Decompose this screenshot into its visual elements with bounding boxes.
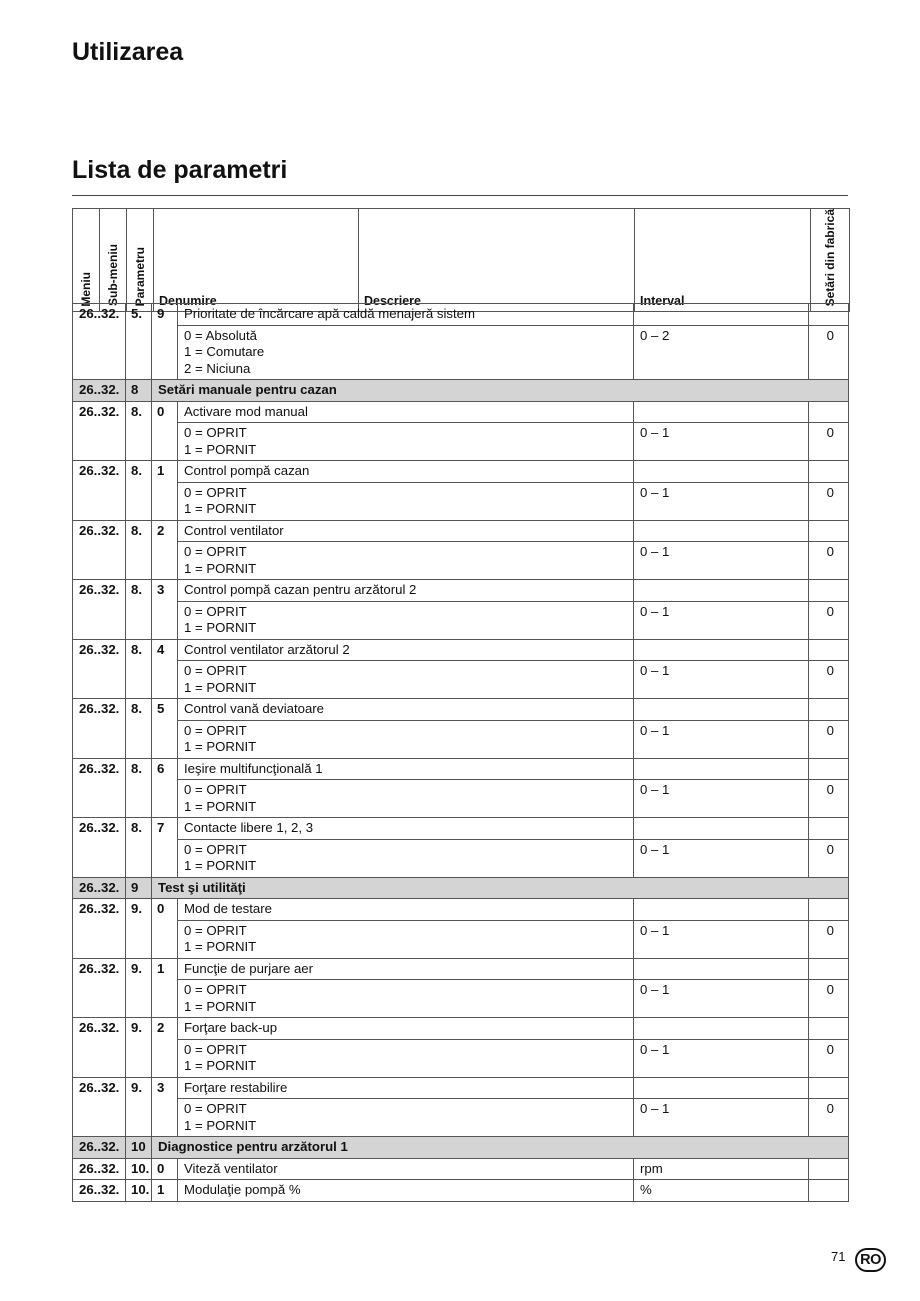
submenu-cell: 8. <box>126 520 152 580</box>
submenu-cell: 9. <box>126 1018 152 1078</box>
param-name-cell: Modulaţie pompă % <box>178 1180 634 1202</box>
param-cell: 3 <box>152 580 178 640</box>
options-cell <box>178 423 634 461</box>
options-cell <box>178 601 634 639</box>
page-number: 71 <box>831 1249 846 1264</box>
param-row <box>73 699 849 721</box>
interval-cell: 0 – 1 <box>634 720 809 758</box>
param-row <box>73 520 849 542</box>
param-row <box>73 1180 849 1202</box>
interval-cell: 0 – 1 <box>634 920 809 958</box>
interval-empty-cell <box>634 699 809 721</box>
param-row <box>73 818 849 840</box>
interval-empty-cell <box>634 580 809 602</box>
submenu-cell: 10. <box>126 1158 152 1180</box>
option-value: 0 = OPRIT <box>184 1101 247 1116</box>
submenu-cell: 9 <box>126 877 152 899</box>
submenu-cell: 10. <box>126 1180 152 1202</box>
param-name-cell: Control vană deviatoare <box>178 699 634 721</box>
menu-cell: 26..32. <box>73 1018 126 1078</box>
interval-cell: 0 – 1 <box>634 661 809 699</box>
option-value: 0 = OPRIT <box>184 782 247 797</box>
default-cell: 0 <box>809 423 849 461</box>
header-param: Parametru <box>127 209 154 312</box>
param-name-cell: Control ventilator arzătorul 2 <box>178 639 634 661</box>
submenu-cell: 8. <box>126 580 152 640</box>
header-interval: Interval <box>635 209 811 312</box>
default-cell: 0 <box>809 542 849 580</box>
option-value: 0 = OPRIT <box>184 982 247 997</box>
menu-cell: 26..32. <box>73 877 126 899</box>
options-cell <box>178 720 634 758</box>
options-cell <box>178 839 634 877</box>
option-value: 1 = PORNIT <box>184 798 257 814</box>
default-cell <box>809 1180 849 1202</box>
interval-cell: 0 – 1 <box>634 839 809 877</box>
param-name-cell: Control pompă cazan <box>178 461 634 483</box>
param-cell: 2 <box>152 520 178 580</box>
param-name-cell: Ieşire multifuncţională 1 <box>178 758 634 780</box>
param-cell: 1 <box>152 461 178 521</box>
interval-empty-cell <box>634 520 809 542</box>
submenu-cell: 8. <box>126 699 152 759</box>
submenu-cell: 9. <box>126 899 152 959</box>
param-options-row <box>73 423 849 461</box>
header-submenu: Sub-meniu <box>100 209 127 312</box>
param-cell: 0 <box>152 899 178 959</box>
param-cell: 9 <box>152 304 178 380</box>
options-cell <box>178 1039 634 1077</box>
section-row <box>73 380 849 402</box>
param-cell: 6 <box>152 758 178 818</box>
param-cell: 5 <box>152 699 178 759</box>
header-description: Descriere <box>359 209 635 312</box>
param-name-cell: Forţare restabilire <box>178 1077 634 1099</box>
param-options-row <box>73 325 849 380</box>
submenu-cell: 8. <box>126 401 152 461</box>
interval-cell: rpm <box>634 1158 809 1180</box>
param-name-cell: Contacte libere 1, 2, 3 <box>178 818 634 840</box>
param-name-cell: Control ventilator <box>178 520 634 542</box>
title-rule <box>72 195 848 196</box>
default-cell: 0 <box>809 1099 849 1137</box>
param-row <box>73 1077 849 1099</box>
menu-cell: 26..32. <box>73 520 126 580</box>
submenu-cell: 8. <box>126 758 152 818</box>
submenu-cell: 8. <box>126 639 152 699</box>
section-title: Lista de parametri <box>72 156 288 184</box>
default-empty-cell <box>809 818 849 840</box>
section-row <box>73 877 849 899</box>
options-cell <box>178 325 634 380</box>
option-value: 0 = OPRIT <box>184 603 247 619</box>
interval-empty-cell <box>634 1018 809 1040</box>
default-empty-cell <box>809 520 849 542</box>
default-cell: 0 <box>809 482 849 520</box>
param-options-row <box>73 980 849 1018</box>
options-cell <box>178 482 634 520</box>
option-value: 0 = OPRIT <box>184 544 247 559</box>
param-options-row <box>73 1099 849 1137</box>
param-cell: 1 <box>152 958 178 1018</box>
option-value: 0 = OPRIT <box>184 922 247 938</box>
option-value: 1 = PORNIT <box>184 620 257 635</box>
menu-cell: 26..32. <box>73 818 126 878</box>
option-value: 1 = PORNIT <box>184 1117 257 1133</box>
param-options-row <box>73 542 849 580</box>
param-cell: 4 <box>152 639 178 699</box>
option-value: 0 = Absolută <box>184 327 257 343</box>
interval-cell: 0 – 1 <box>634 980 809 1018</box>
default-empty-cell <box>809 1018 849 1040</box>
interval-empty-cell <box>634 639 809 661</box>
menu-cell: 26..32. <box>73 401 126 461</box>
option-value: 0 = OPRIT <box>184 484 247 500</box>
menu-cell: 26..32. <box>73 639 126 699</box>
option-value: 1 = PORNIT <box>184 501 257 516</box>
param-row <box>73 401 849 423</box>
menu-cell: 26..32. <box>73 461 126 521</box>
menu-cell: 26..32. <box>73 958 126 1018</box>
option-value: 1 = PORNIT <box>184 1058 257 1073</box>
section-title-cell: Setări manuale pentru cazan <box>152 380 849 402</box>
param-name-cell: Viteză ventilator <box>178 1158 634 1180</box>
option-value: 1 = PORNIT <box>184 441 257 457</box>
param-row <box>73 304 849 326</box>
default-empty-cell <box>809 639 849 661</box>
interval-empty-cell <box>634 1077 809 1099</box>
option-value: 2 = Niciuna <box>184 360 251 376</box>
param-row <box>73 958 849 980</box>
submenu-cell: 9. <box>126 958 152 1018</box>
interval-empty-cell <box>634 304 809 326</box>
param-cell: 3 <box>152 1077 178 1137</box>
param-options-row <box>73 661 849 699</box>
section-title-cell: Diagnostice pentru arzătorul 1 <box>152 1137 849 1159</box>
option-value: 0 = OPRIT <box>184 722 247 738</box>
param-options-row <box>73 1039 849 1077</box>
default-cell: 0 <box>809 601 849 639</box>
interval-cell: 0 – 1 <box>634 423 809 461</box>
interval-cell: 0 – 1 <box>634 1039 809 1077</box>
option-value: 1 = PORNIT <box>184 739 257 754</box>
default-empty-cell <box>809 699 849 721</box>
default-cell: 0 <box>809 980 849 1018</box>
language-badge: RO <box>855 1248 886 1272</box>
default-cell <box>809 1158 849 1180</box>
options-cell <box>178 920 634 958</box>
interval-cell: 0 – 1 <box>634 542 809 580</box>
submenu-cell: 9. <box>126 1077 152 1137</box>
param-row <box>73 1158 849 1180</box>
interval-cell: 0 – 1 <box>634 482 809 520</box>
menu-cell: 26..32. <box>73 1077 126 1137</box>
default-empty-cell <box>809 899 849 921</box>
param-cell: 2 <box>152 1018 178 1078</box>
parameter-table <box>72 303 849 1202</box>
interval-empty-cell <box>634 401 809 423</box>
menu-cell: 26..32. <box>73 899 126 959</box>
interval-cell: 0 – 2 <box>634 325 809 380</box>
menu-cell: 26..32. <box>73 1137 126 1159</box>
param-name-cell: Mod de testare <box>178 899 634 921</box>
default-cell: 0 <box>809 661 849 699</box>
header-factory-settings: Setări din fabrică <box>811 209 850 312</box>
page-title: Utilizarea <box>72 38 184 66</box>
param-name-cell: Forţare back-up <box>178 1018 634 1040</box>
header-name: Denumire <box>154 209 359 312</box>
interval-cell: 0 – 1 <box>634 601 809 639</box>
default-empty-cell <box>809 1077 849 1099</box>
option-value: 0 = OPRIT <box>184 841 247 857</box>
menu-cell: 26..32. <box>73 758 126 818</box>
options-cell <box>178 542 634 580</box>
interval-cell: 0 – 1 <box>634 1099 809 1137</box>
param-row <box>73 639 849 661</box>
submenu-cell: 5. <box>126 304 152 380</box>
options-cell <box>178 1099 634 1137</box>
default-cell: 0 <box>809 720 849 758</box>
interval-cell: % <box>634 1180 809 1202</box>
option-value: 1 = PORNIT <box>184 560 257 576</box>
option-value: 1 = Comutare <box>184 344 265 359</box>
option-value: 0 = OPRIT <box>184 425 247 440</box>
param-row <box>73 899 849 921</box>
interval-empty-cell <box>634 958 809 980</box>
param-name-cell: Control pompă cazan pentru arzătorul 2 <box>178 580 634 602</box>
param-options-row <box>73 601 849 639</box>
menu-cell: 26..32. <box>73 1158 126 1180</box>
param-name-cell: Activare mod manual <box>178 401 634 423</box>
interval-empty-cell <box>634 758 809 780</box>
param-cell: 1 <box>152 1180 178 1202</box>
interval-empty-cell <box>634 818 809 840</box>
param-row <box>73 758 849 780</box>
option-value: 0 = OPRIT <box>184 1041 247 1057</box>
submenu-cell: 8. <box>126 818 152 878</box>
options-cell <box>178 780 634 818</box>
param-options-row <box>73 839 849 877</box>
default-empty-cell <box>809 580 849 602</box>
param-options-row <box>73 482 849 520</box>
default-cell: 0 <box>809 780 849 818</box>
option-value: 1 = PORNIT <box>184 858 257 873</box>
submenu-cell: 8. <box>126 461 152 521</box>
param-row <box>73 461 849 483</box>
default-empty-cell <box>809 958 849 980</box>
default-cell: 0 <box>809 839 849 877</box>
default-cell: 0 <box>809 325 849 380</box>
default-empty-cell <box>809 461 849 483</box>
interval-cell: 0 – 1 <box>634 780 809 818</box>
interval-empty-cell <box>634 899 809 921</box>
interval-empty-cell <box>634 461 809 483</box>
option-value: 0 = OPRIT <box>184 663 247 678</box>
submenu-cell: 8 <box>126 380 152 402</box>
menu-cell: 26..32. <box>73 304 126 380</box>
options-cell <box>178 661 634 699</box>
menu-cell: 26..32. <box>73 380 126 402</box>
param-cell: 7 <box>152 818 178 878</box>
default-empty-cell <box>809 401 849 423</box>
param-options-row <box>73 780 849 818</box>
submenu-cell: 10 <box>126 1137 152 1159</box>
option-value: 1 = PORNIT <box>184 998 257 1014</box>
param-cell: 0 <box>152 1158 178 1180</box>
menu-cell: 26..32. <box>73 699 126 759</box>
default-empty-cell <box>809 758 849 780</box>
parameter-table-header <box>72 208 850 312</box>
default-cell: 0 <box>809 920 849 958</box>
menu-cell: 26..32. <box>73 580 126 640</box>
param-row <box>73 580 849 602</box>
header-menu: Meniu <box>73 209 100 312</box>
param-name-cell: Prioritate de încărcare apă caldă menajeră sistem <box>178 304 634 326</box>
option-value: 1 = PORNIT <box>184 679 257 695</box>
param-name-cell: Funcţie de purjare aer <box>178 958 634 980</box>
param-cell: 0 <box>152 401 178 461</box>
section-title-cell: Test şi utilităţi <box>152 877 849 899</box>
param-row <box>73 1018 849 1040</box>
default-empty-cell <box>809 304 849 326</box>
options-cell <box>178 980 634 1018</box>
menu-cell: 26..32. <box>73 1180 126 1202</box>
param-options-row <box>73 920 849 958</box>
param-options-row <box>73 720 849 758</box>
section-row <box>73 1137 849 1159</box>
option-value: 1 = PORNIT <box>184 939 257 954</box>
default-cell: 0 <box>809 1039 849 1077</box>
